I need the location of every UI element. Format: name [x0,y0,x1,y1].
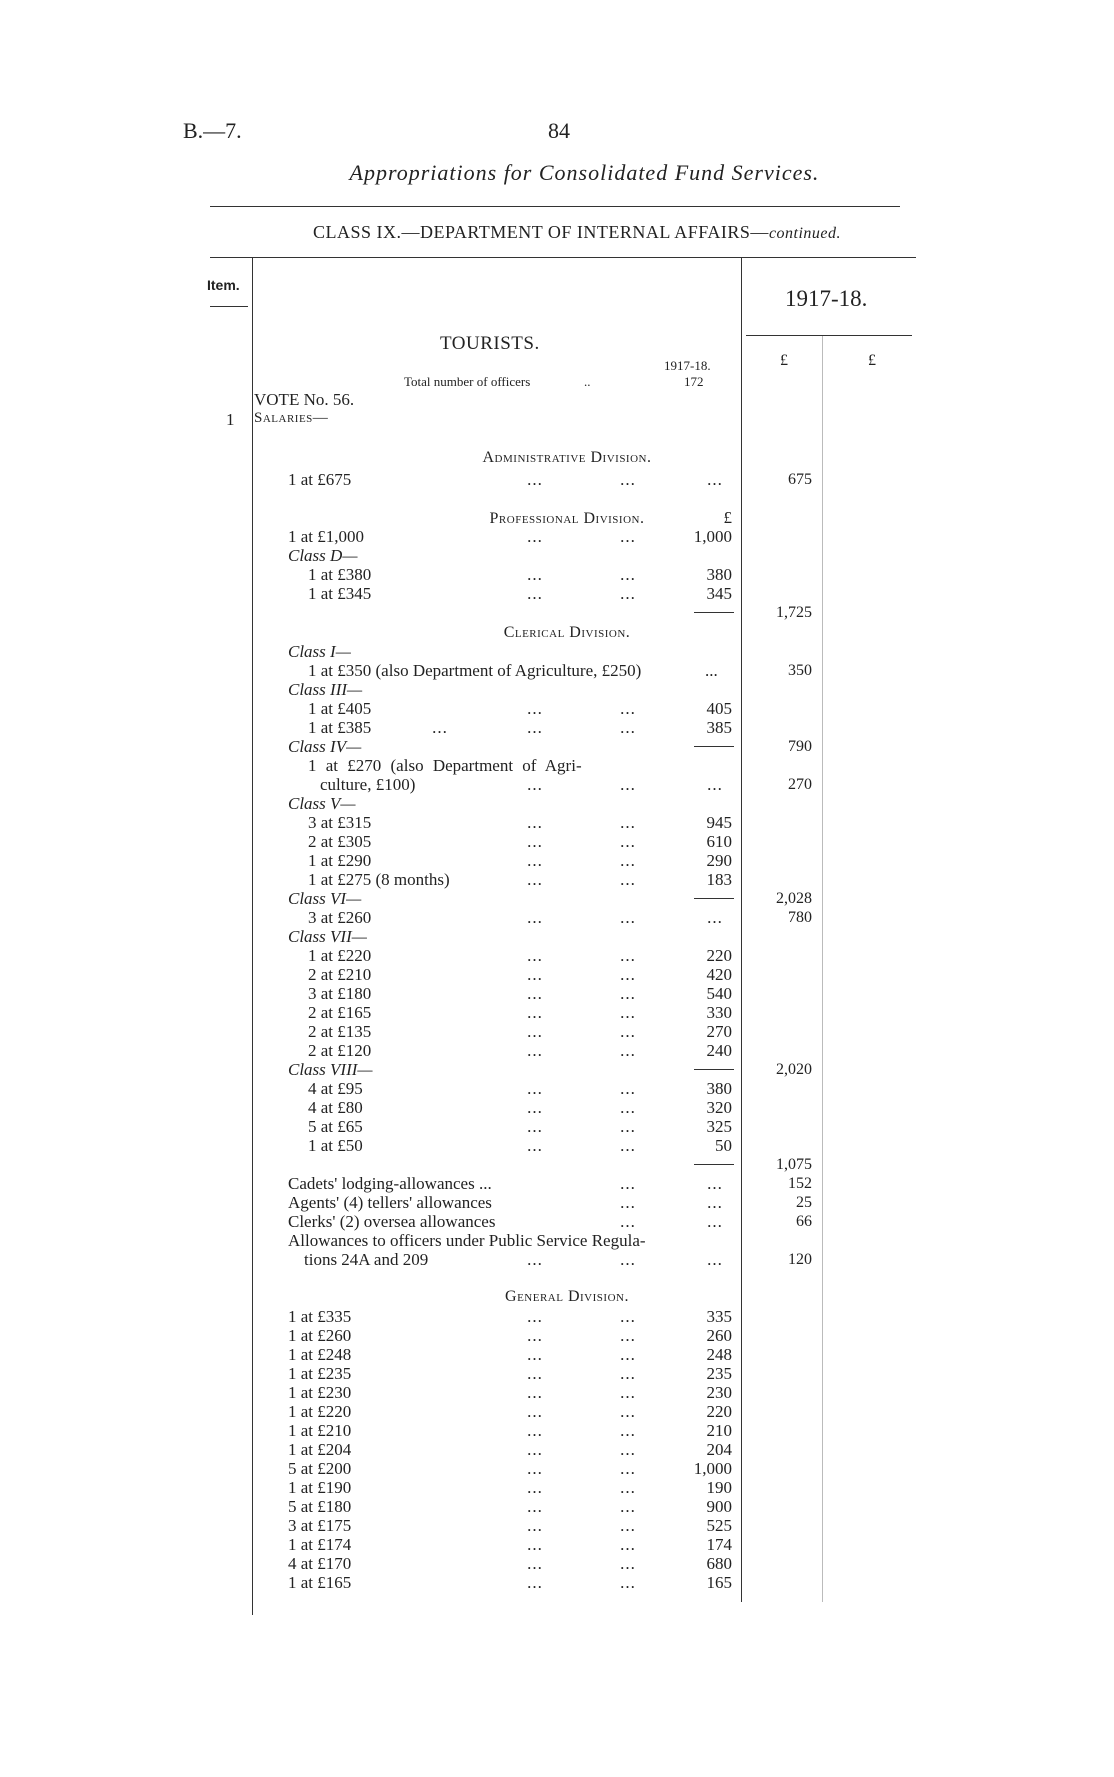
leader-dots: ... [527,699,543,718]
table-row [0,1079,1114,1098]
table-row [0,546,1114,565]
leader-dots: ... [620,1421,636,1440]
subtotal-rule [694,1069,734,1070]
row-label: 3 at £260 [308,908,372,927]
leader-dots: ... [527,1497,543,1516]
leader-dots: ... [707,908,723,927]
row-amount: 204 [706,1440,732,1459]
row-amount: 385 [706,718,732,737]
row-amount: 230 [706,1383,732,1402]
table-row [0,603,1114,622]
row-label: 1 at £675 [288,470,352,489]
leader-dots: ... [707,470,723,489]
row-label: 1 at £50 [308,1136,363,1155]
leader-dots: ... [620,1098,636,1117]
row-label: 1 at £230 [288,1383,352,1402]
leader-dots: ... [707,1250,723,1269]
row-amount: 270 [706,1022,732,1041]
table-row [0,832,1114,851]
pound-symbol-first: £ [780,352,788,369]
row-amount: 610 [706,832,732,851]
leader-dots: ... [707,775,723,794]
leader-dots: ... [527,1421,543,1440]
class-label: Class V— [288,794,356,813]
officers-label: Total number of officers [404,374,531,389]
officers-year: 1917-18. [664,358,711,373]
row-label: 1 at £165 [288,1573,352,1592]
row-label: 1 at £260 [288,1326,352,1345]
table-row [0,1212,1114,1231]
table-row [0,1174,1114,1193]
administrative-division-heading: Administrative Division. [482,449,652,466]
leader-dots: ... [527,1364,543,1383]
vote-number: VOTE No. 56. [254,390,355,409]
leader-dots: ... [620,1003,636,1022]
row-total: 152 [788,1175,812,1192]
table-row [0,1307,1114,1326]
table-row [0,1459,1114,1478]
row-amount: 183 [706,870,732,889]
table-row [0,718,1114,737]
table-row [0,1573,1114,1592]
row-amount: 380 [706,565,732,584]
row-label: Clerks' (2) oversea allowances [288,1212,496,1231]
leader-dots: ... [527,1402,543,1421]
table-row [0,1535,1114,1554]
leader-dots: ... [527,1573,543,1592]
leader-dots: ... [527,1440,543,1459]
leader-dots: ... [527,984,543,1003]
leader-dots: ... [620,1212,636,1231]
row-label: 2 at £135 [308,1022,372,1041]
leader-dots: ... [527,775,543,794]
table-top-rule [210,257,916,258]
leader-dots: ... [620,832,636,851]
leader-dots: ... [620,1573,636,1592]
table-row [0,470,1114,489]
row-total: 780 [788,909,812,926]
leader-dots: ... [527,1022,543,1041]
leader-dots: ... [527,527,543,546]
class-label: Class III— [288,680,363,699]
leader-dots: ... [620,870,636,889]
subtotal-rule [694,746,734,747]
leader-dots: ... [620,1193,636,1212]
row-amount: 420 [706,965,732,984]
leader-dots: ... [527,1478,543,1497]
row-amount: 235 [706,1364,732,1383]
row-label: 1 at £220 [288,1402,352,1421]
subtotal-rule [694,898,734,899]
leader-dots: ... [527,565,543,584]
leader-dots: ... [620,1535,636,1554]
leader-dots: ... [620,851,636,870]
leader-dots: ... [620,1174,636,1193]
leader-dots: ... [527,870,543,889]
table-row [0,1117,1114,1136]
row-label: 1 at £290 [308,851,372,870]
table-row [0,813,1114,832]
table-row [0,1155,1114,1174]
table-row [0,584,1114,603]
class-label: Class VII— [288,927,367,946]
row-label: 2 at £165 [308,1003,372,1022]
leader-dots: ... [527,851,543,870]
table-row [0,908,1114,927]
leader-dots: ... [527,1326,543,1345]
row-label: 3 at £175 [288,1516,352,1535]
item-number: 1 [226,410,235,429]
table-row [0,851,1114,870]
row-total: 270 [788,776,812,793]
row-label: 1 at £1,000 [288,527,365,546]
leader-dots: ... [620,946,636,965]
leader-dots: ... [527,1383,543,1402]
row-label: 1 at £380 [308,565,372,584]
row-amount: 190 [706,1478,732,1497]
leader-dots: ... [620,1136,636,1155]
general-division-heading: General Division. [505,1288,629,1305]
leader-dots: ... [527,1307,543,1326]
row-label: 5 at £180 [288,1497,352,1516]
row-total: 350 [788,662,812,679]
leader-dots: ... [620,1364,636,1383]
row-label: 3 at £180 [308,984,372,1003]
leader-dots: ... [620,984,636,1003]
leader-dots: ... [620,1326,636,1345]
leader-dots: ... [620,1117,636,1136]
pound-symbol: £ [723,508,732,527]
row-label: 1 at £335 [288,1307,352,1326]
leader-dots: ... [527,832,543,851]
leader-dots: ... [620,1554,636,1573]
row-total: 2,020 [776,1061,812,1078]
row-label: 5 at £65 [308,1117,363,1136]
leader-dots: ... [620,1402,636,1421]
row-amount: 210 [706,1421,732,1440]
table-row [0,870,1114,889]
pound-symbol-second: £ [868,352,876,369]
leader-dots: ... [527,1136,543,1155]
leader-dots: ... [707,1174,723,1193]
leader-dots: ... [620,1307,636,1326]
leader-dots: ... [432,718,448,737]
title-rule [210,206,900,207]
leader-dots: ... [527,1079,543,1098]
row-label: 1 at £275 (8 months) [308,870,450,889]
row-label: 3 at £315 [308,813,372,832]
officers-count: 172 [684,374,704,389]
row-total: 790 [788,738,812,755]
class-label: Class VI— [288,889,362,908]
leader-dots: ... [527,908,543,927]
row-amount: 680 [706,1554,732,1573]
leader-dots: ... [527,1041,543,1060]
table-row [0,565,1114,584]
row-label: 1 at £174 [288,1535,352,1554]
professional-division-heading: Professional Division. [489,510,645,527]
leader-dots: ... [527,470,543,489]
row-label: Cadets' lodging-allowances ... [288,1174,492,1193]
row-amount: 220 [706,946,732,965]
row-amount: 525 [706,1516,732,1535]
row-amount: 540 [706,984,732,1003]
table-row [0,946,1114,965]
leader-dots: ... [620,1478,636,1497]
row-amount: 1,000 [693,1459,732,1478]
table-row [0,1193,1114,1212]
document-reference: B.—7. [183,118,242,143]
class-heading-suffix: continued. [768,225,842,242]
leader-dots: ... [707,1212,723,1231]
row-label: 5 at £200 [288,1459,352,1478]
row-label: 1 at £385 [308,718,372,737]
row-label: 2 at £210 [308,965,372,984]
row-label: 1 at £220 [308,946,372,965]
officers-dots: .. [584,374,591,389]
leader-dots: ... [620,1079,636,1098]
leader-dots: ... [620,470,636,489]
class-label: Class VIII— [288,1060,373,1079]
row-label: 1 at £190 [288,1478,352,1497]
row-amount: 174 [706,1535,732,1554]
table-row [0,965,1114,984]
row-label: 1 at £248 [288,1345,352,1364]
table-row [0,1098,1114,1117]
row-label: tions 24A and 209 [304,1250,429,1269]
leader-dots: ... [620,1345,636,1364]
page-number: 84 [548,118,570,143]
table-row [0,1326,1114,1345]
table-row [0,508,1114,527]
row-label: culture, £100) [320,775,416,794]
salaries-label: Salaries— [254,410,329,426]
table-row [0,794,1114,813]
row-label: 1 at £270 (also Department of Agri- [308,756,582,775]
row-label: 4 at £95 [308,1079,363,1098]
row-total: 25 [796,1194,812,1211]
table-row [0,889,1114,908]
row-label: Agents' (4) tellers' allowances [288,1193,492,1212]
row-label: 1 at £405 [308,699,372,718]
table-row [0,527,1114,546]
year-column-header: 1917-18. [785,286,868,311]
leader-dots: ... [527,1554,543,1573]
leader-dots: ... [620,1022,636,1041]
leader-dots: ... [527,946,543,965]
leader-dots: ... [527,1535,543,1554]
row-label: Allowances to officers under Public Service Regula- [288,1231,646,1250]
row-label: 1 at £210 [288,1421,352,1440]
clerical-division-heading: Clerical Division. [503,624,631,641]
leader-dots: ... [620,908,636,927]
row-amount: 290 [706,851,732,870]
row-amount: 345 [706,584,732,603]
leader-dots: ... [620,1041,636,1060]
table-row [0,1041,1114,1060]
row-total: 1,725 [776,604,812,621]
leader-dots: ... [527,584,543,603]
leader-dots: ... [620,699,636,718]
row-amount: 900 [706,1497,732,1516]
row-amount: 335 [706,1307,732,1326]
table-row [0,1516,1114,1535]
year-header-underline [746,335,912,336]
row-total: 120 [788,1251,812,1268]
leader-dots: ... [620,1250,636,1269]
leader-dots: ... [527,813,543,832]
table-row [0,1060,1114,1079]
leader-dots: ... [620,1440,636,1459]
leader-dots: ... [620,1459,636,1478]
table-row [0,1421,1114,1440]
table-row [0,984,1114,1003]
leader-dots: ... [620,527,636,546]
row-label: 2 at £120 [308,1041,372,1060]
leader-dots: ... [620,584,636,603]
table-row [0,775,1114,794]
leader-dots: ... [527,1459,543,1478]
table-row [0,927,1114,946]
row-label: 1 at £235 [288,1364,352,1383]
row-amount: 165 [706,1573,732,1592]
class-label: Class I— [288,642,351,661]
table-row [0,1497,1114,1516]
row-amount: 240 [706,1041,732,1060]
leader-dots: ... [620,1383,636,1402]
leader-dots: ... [527,1250,543,1269]
class-label: Class IV— [288,737,362,756]
row-amount: 330 [706,1003,732,1022]
table-row [0,680,1114,699]
leader-dots: ... [527,1516,543,1535]
row-total: 2,028 [776,890,812,907]
leader-dots: ... [527,1003,543,1022]
leader-dots: ... [620,775,636,794]
table-row [0,1231,1114,1250]
section-title: TOURISTS. [440,333,540,354]
row-label: 1 at £345 [308,584,372,603]
table-row [0,1003,1114,1022]
row-total: 66 [796,1213,812,1230]
table-row [0,699,1114,718]
page-title: Appropriations for Consolidated Fund Services. [349,160,820,185]
row-label: 1 at £350 (also Department of Agriculture, £250) [308,661,642,680]
row-amount: 248 [706,1345,732,1364]
table-row [0,1478,1114,1497]
row-amount: 320 [706,1098,732,1117]
row-label: 2 at £305 [308,832,372,851]
item-header-underline [210,306,248,307]
row-amount: 405 [706,699,732,718]
leader-dots: ... [705,661,718,680]
row-amount: 325 [706,1117,732,1136]
table-row [0,1364,1114,1383]
table-row [0,1250,1114,1269]
table-row [0,1402,1114,1421]
row-amount: 1,000 [693,527,732,546]
leader-dots: ... [527,1098,543,1117]
leader-dots: ... [527,718,543,737]
table-row [0,737,1114,756]
row-label: 4 at £80 [308,1098,363,1117]
leader-dots: ... [620,965,636,984]
table-row [0,1136,1114,1155]
table-row [0,1554,1114,1573]
row-amount: 220 [706,1402,732,1421]
table-row [0,1383,1114,1402]
table-row [0,1440,1114,1459]
class-heading: CLASS IX.—DEPARTMENT OF INTERNAL AFFAIRS—continued. [312,222,842,242]
leader-dots: ... [527,965,543,984]
leader-dots: ... [620,1497,636,1516]
table-row [0,642,1114,661]
leader-dots: ... [620,718,636,737]
row-total: 675 [788,471,812,488]
row-amount: 260 [706,1326,732,1345]
table-row [0,756,1114,775]
row-label: 4 at £170 [288,1554,352,1573]
table-row [0,1345,1114,1364]
subtotal-rule [694,612,734,613]
row-amount: 945 [706,813,732,832]
class-label: Class D— [288,546,358,565]
leader-dots: ... [620,1516,636,1535]
leader-dots: ... [707,1193,723,1212]
item-column-header: Item. [207,277,240,293]
leader-dots: ... [527,1117,543,1136]
row-amount: 380 [706,1079,732,1098]
subtotal-rule [694,1164,734,1165]
table-row [0,1022,1114,1041]
row-label: 1 at £204 [288,1440,352,1459]
leader-dots: ... [527,1345,543,1364]
row-total: 1,075 [776,1156,812,1173]
leader-dots: ... [620,565,636,584]
leader-dots: ... [620,813,636,832]
row-amount: 50 [715,1136,732,1155]
table-row [0,661,1114,680]
